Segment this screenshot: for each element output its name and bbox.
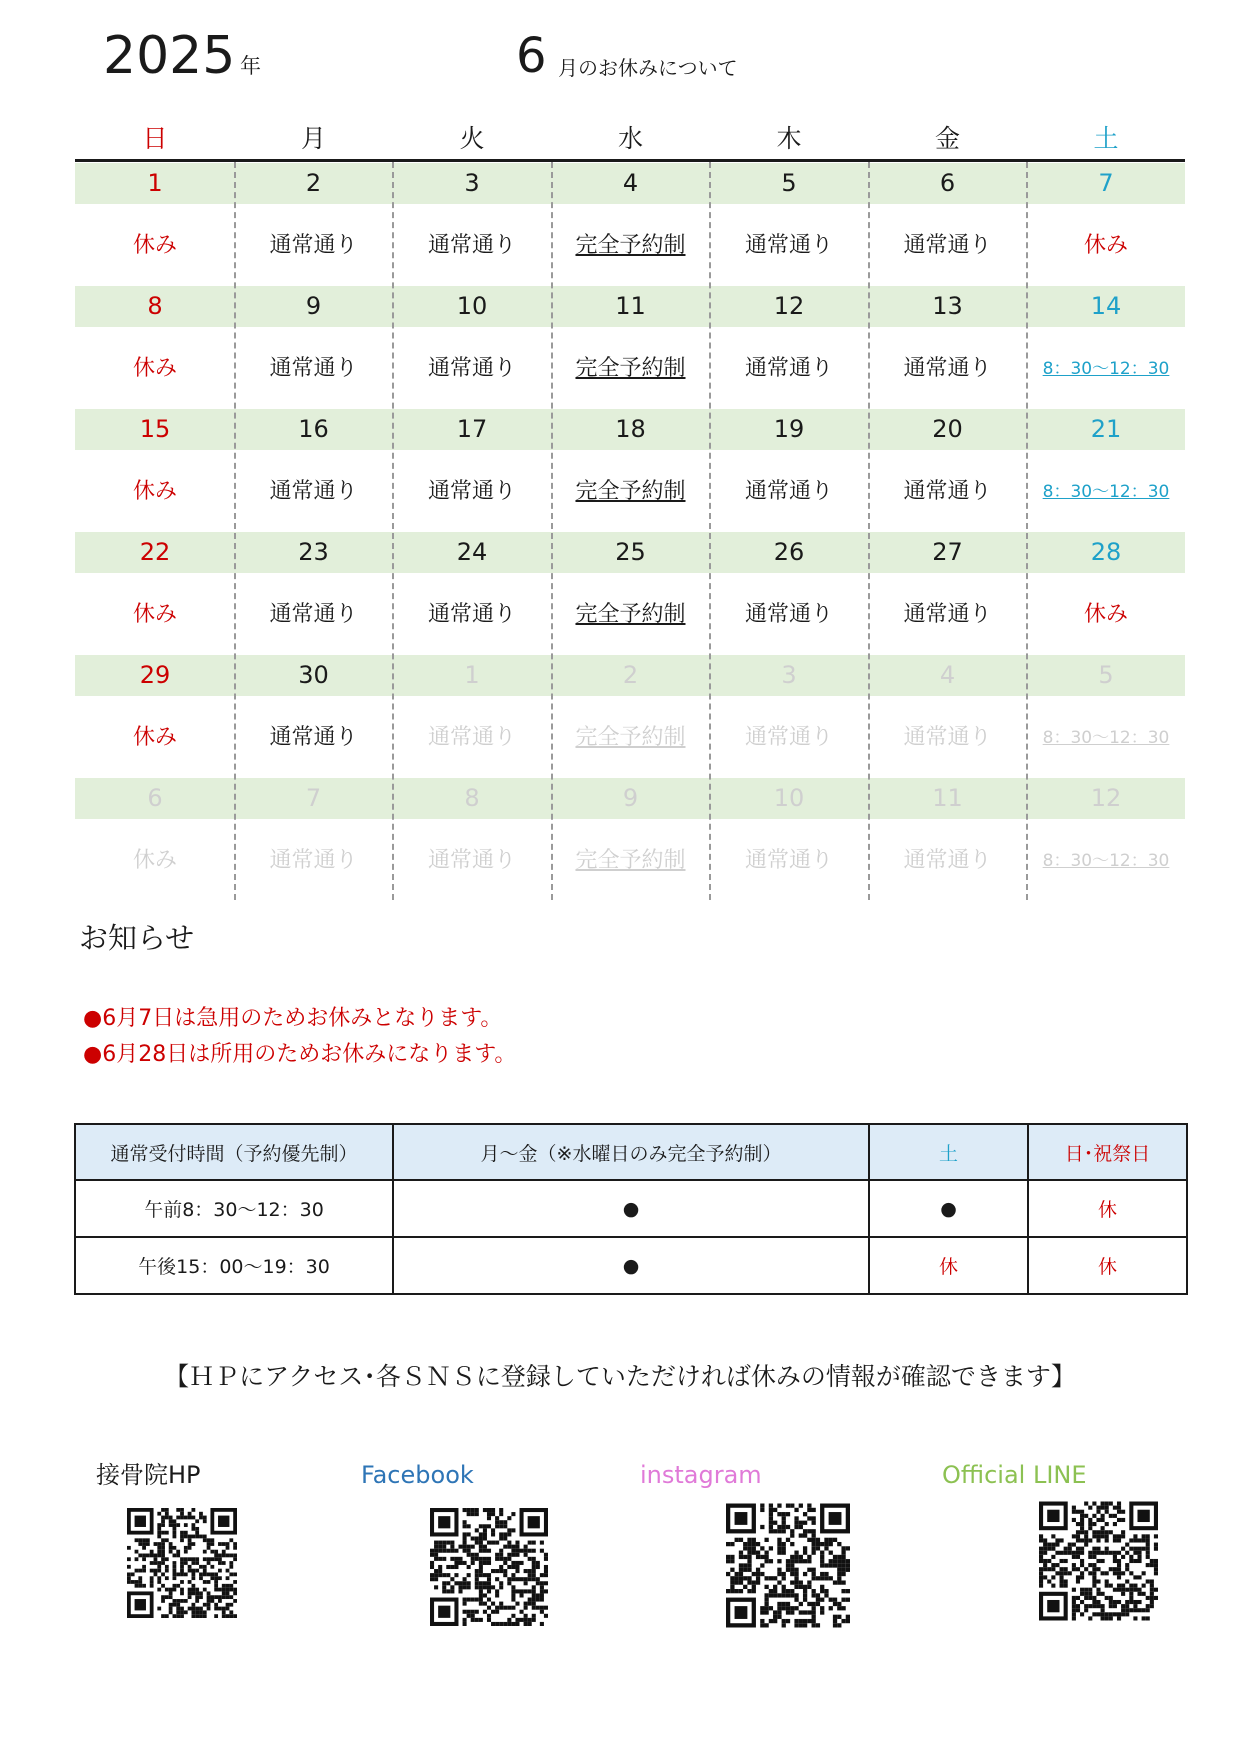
calendar-top-rule bbox=[75, 159, 1185, 162]
weekday-header: 金 bbox=[934, 124, 960, 153]
calendar-status: 通常通り bbox=[269, 479, 358, 504]
business-hours-table bbox=[74, 1123, 1188, 1295]
calendar-date: 30 bbox=[298, 661, 329, 689]
notice-item: ●6月28日は所用のためお休みになります。 bbox=[83, 1042, 517, 1067]
calendar-date: 11 bbox=[932, 784, 963, 812]
calendar-date: 1 bbox=[147, 169, 163, 197]
calendar-date: 25 bbox=[615, 538, 646, 566]
calendar-status: 通常通り bbox=[269, 848, 358, 873]
calendar-status: 通常通り bbox=[903, 848, 992, 873]
calendar-date: 2 bbox=[622, 661, 639, 689]
calendar-date: 12 bbox=[773, 292, 805, 320]
calendar-date: 7 bbox=[1098, 169, 1114, 197]
table-cell: 休 bbox=[1028, 1180, 1187, 1237]
calendar-status: 完全予約制 bbox=[575, 848, 686, 873]
qr-label-line: Official LINE bbox=[942, 1461, 1087, 1489]
table-cell: 休 bbox=[1028, 1237, 1187, 1294]
notice-heading: お知らせ bbox=[79, 921, 195, 955]
calendar-date: 4 bbox=[622, 169, 639, 197]
calendar-status: 完全予約制 bbox=[575, 233, 686, 258]
calendar-status: 通常通り bbox=[427, 233, 516, 258]
calendar-date: 19 bbox=[773, 415, 805, 443]
calendar-status: 休み bbox=[132, 848, 177, 873]
calendar-date: 16 bbox=[298, 415, 329, 443]
calendar-status: 完全予約制 bbox=[575, 479, 686, 504]
calendar-date: 18 bbox=[615, 415, 646, 443]
calendar-status: 通常通り bbox=[744, 602, 833, 627]
table-header-row bbox=[75, 1124, 1187, 1180]
calendar-date: 3 bbox=[781, 661, 797, 689]
calendar-status: 完全予約制 bbox=[575, 725, 686, 750]
calendar-status: 休み bbox=[132, 725, 177, 750]
calendar-status: 8：30～12：30 bbox=[1042, 482, 1170, 502]
calendar-status: 休み bbox=[132, 479, 177, 504]
calendar-status: 通常通り bbox=[903, 356, 992, 381]
calendar-date: 4 bbox=[939, 661, 956, 689]
calendar-date: 29 bbox=[139, 661, 171, 689]
calendar-date: 21 bbox=[1090, 415, 1122, 443]
calendar-date: 5 bbox=[1098, 661, 1114, 689]
weekday-header: 木 bbox=[776, 124, 802, 153]
qr-code-line[interactable] bbox=[1039, 1497, 1158, 1625]
qr-code-hp[interactable] bbox=[127, 1503, 237, 1623]
table-cell: ● bbox=[393, 1237, 869, 1294]
calendar-date: 1 bbox=[464, 661, 480, 689]
year-unit: 年 bbox=[240, 54, 261, 78]
table-header-cell: 通常受付時間（予約優先制） bbox=[75, 1124, 393, 1180]
column-divider bbox=[392, 162, 394, 900]
calendar-status: 8：30～12：30 bbox=[1042, 851, 1170, 871]
notice-item: ●6月7日は急用のためお休みとなります。 bbox=[83, 1006, 503, 1031]
calendar-date: 9 bbox=[305, 292, 322, 320]
calendar-status: 通常通り bbox=[903, 602, 992, 627]
calendar-status: 通常通り bbox=[427, 356, 516, 381]
table-header-cell: 日･祝祭日 bbox=[1028, 1124, 1187, 1180]
table-cell: 午前8：30～12：30 bbox=[75, 1180, 393, 1237]
table-cell: 休 bbox=[869, 1237, 1028, 1294]
qr-label-instagram: instagram bbox=[640, 1461, 762, 1489]
calendar-status: 通常通り bbox=[427, 725, 516, 750]
calendar-status: 通常通り bbox=[903, 725, 992, 750]
calendar-status: 完全予約制 bbox=[575, 602, 686, 627]
qr-label-facebook: Facebook bbox=[361, 1461, 474, 1489]
calendar-status: 通常通り bbox=[269, 602, 358, 627]
calendar-date: 28 bbox=[1090, 538, 1122, 566]
calendar-date: 15 bbox=[139, 415, 171, 443]
qr-label-hp: 接骨院HP bbox=[96, 1461, 201, 1489]
calendar-date: 22 bbox=[139, 538, 171, 566]
calendar-status: 完全予約制 bbox=[575, 356, 686, 381]
calendar-date: 20 bbox=[932, 415, 963, 443]
weekday-header: 月 bbox=[300, 124, 326, 153]
calendar-date: 5 bbox=[781, 169, 797, 197]
weekday-header: 日 bbox=[142, 124, 168, 153]
calendar-date: 3 bbox=[464, 169, 480, 197]
calendar-date: 10 bbox=[773, 784, 805, 812]
calendar-status: 休み bbox=[132, 602, 177, 627]
calendar-status: 通常通り bbox=[903, 479, 992, 504]
calendar-date: 2 bbox=[305, 169, 322, 197]
calendar-status: 通常通り bbox=[744, 479, 833, 504]
year: 2025 bbox=[103, 26, 236, 86]
calendar-status: 休み bbox=[132, 356, 177, 381]
calendar-status: 通常通り bbox=[427, 848, 516, 873]
column-divider bbox=[868, 162, 870, 900]
calendar-date: 12 bbox=[1090, 784, 1122, 812]
column-divider bbox=[551, 162, 553, 900]
column-divider bbox=[709, 162, 711, 900]
column-divider bbox=[234, 162, 236, 900]
calendar-status: 通常通り bbox=[903, 233, 992, 258]
calendar-date: 11 bbox=[615, 292, 646, 320]
calendar bbox=[75, 120, 1185, 900]
table-cell: ● bbox=[393, 1180, 869, 1237]
calendar-status: 通常通り bbox=[269, 725, 358, 750]
calendar-status: 通常通り bbox=[744, 725, 833, 750]
calendar-date: 6 bbox=[147, 784, 163, 812]
calendar-date: 8 bbox=[464, 784, 480, 812]
calendar-status: 休み bbox=[1083, 602, 1128, 627]
table-row bbox=[75, 1237, 1187, 1294]
weekday-header: 水 bbox=[617, 124, 643, 153]
calendar-status: 休み bbox=[132, 233, 177, 258]
calendar-date: 24 bbox=[456, 538, 488, 566]
calendar-date: 23 bbox=[298, 538, 329, 566]
calendar-date: 6 bbox=[939, 169, 956, 197]
qr-code-instagram[interactable] bbox=[726, 1499, 850, 1632]
table-cell: ● bbox=[869, 1180, 1028, 1237]
calendar-date: 7 bbox=[305, 784, 322, 812]
calendar-status: 通常通り bbox=[269, 356, 358, 381]
calendar-date: 27 bbox=[932, 538, 963, 566]
page-title: 月のお休みについて bbox=[558, 56, 738, 80]
weekday-header: 土 bbox=[1093, 124, 1119, 153]
calendar-status: 通常通り bbox=[269, 233, 358, 258]
table-header-cell: 月～金（※水曜日のみ完全予約制） bbox=[393, 1124, 869, 1180]
column-divider bbox=[1026, 162, 1028, 900]
calendar-date: 10 bbox=[456, 292, 488, 320]
table-row bbox=[75, 1180, 1187, 1237]
calendar-status: 8：30～12：30 bbox=[1042, 728, 1170, 748]
calendar-date: 9 bbox=[622, 784, 639, 812]
table-header-cell: 土 bbox=[869, 1124, 1028, 1180]
calendar-date: 13 bbox=[932, 292, 963, 320]
calendar-date: 17 bbox=[456, 415, 488, 443]
calendar-status: 休み bbox=[1083, 233, 1128, 258]
calendar-date: 26 bbox=[773, 538, 805, 566]
calendar-status: 通常通り bbox=[427, 602, 516, 627]
qr-code-facebook[interactable] bbox=[430, 1503, 548, 1631]
month: 6 bbox=[516, 28, 547, 84]
calendar-status: 通常通り bbox=[744, 233, 833, 258]
weekday-header: 火 bbox=[459, 124, 485, 153]
calendar-status: 通常通り bbox=[744, 848, 833, 873]
calendar-status: 8：30～12：30 bbox=[1042, 359, 1170, 379]
calendar-status: 通常通り bbox=[744, 356, 833, 381]
sns-banner: 【ＨＰにアクセス･各ＳＮＳに登録していただければ休みの情報が確認できます】 bbox=[164, 1362, 1076, 1391]
table-cell: 午後15：00～19：30 bbox=[75, 1237, 393, 1294]
calendar-date: 14 bbox=[1090, 292, 1122, 320]
calendar-status: 通常通り bbox=[427, 479, 516, 504]
calendar-date: 8 bbox=[147, 292, 163, 320]
